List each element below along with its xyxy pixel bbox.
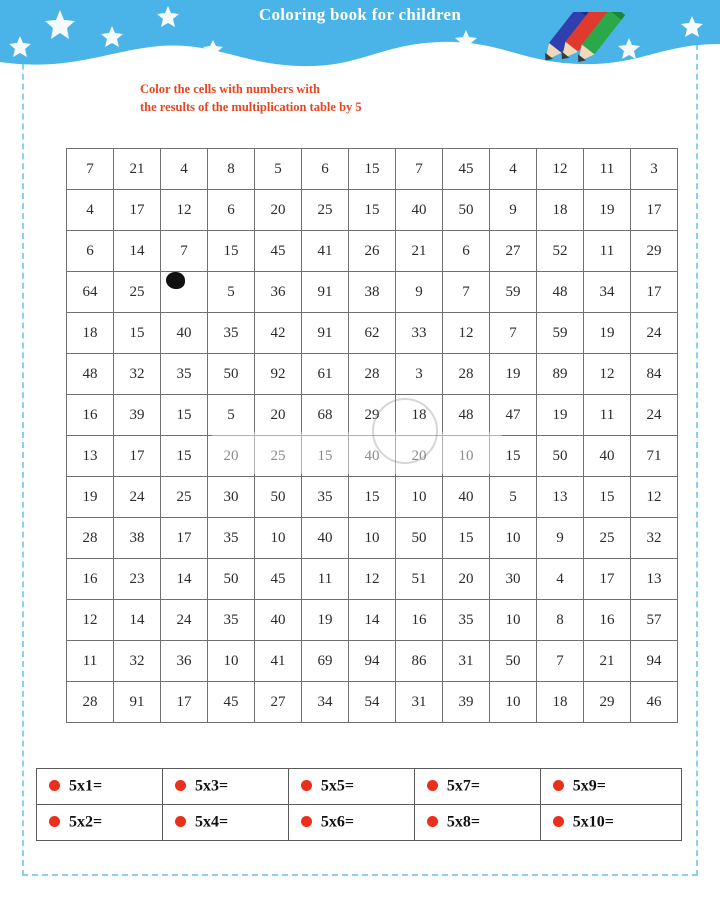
grid-cell[interactable]: 16 (67, 559, 114, 600)
grid-cell[interactable]: 57 (631, 600, 678, 641)
grid-cell[interactable]: 34 (584, 272, 631, 313)
grid-row (67, 436, 678, 477)
grid-row (67, 231, 678, 272)
grid-cell[interactable]: 20 (443, 559, 490, 600)
grid-cell[interactable]: 6 (67, 231, 114, 272)
grid-cell[interactable]: 10 (490, 518, 537, 559)
grid-row (67, 272, 678, 313)
number-grid[interactable] (66, 148, 678, 723)
grid-cell[interactable]: 27 (255, 682, 302, 723)
grid-cell[interactable]: 17 (584, 559, 631, 600)
grid-cell[interactable]: 25 (255, 436, 302, 477)
answer-label: 5x10= (572, 813, 614, 831)
pencils-icon (520, 12, 660, 97)
answer-cell[interactable] (162, 805, 288, 841)
grid-cell[interactable]: 15 (161, 436, 208, 477)
grid-cell[interactable]: 40 (584, 436, 631, 477)
grid-cell[interactable]: 15 (584, 477, 631, 518)
answer-row (37, 805, 682, 841)
grid-cell[interactable]: 28 (67, 518, 114, 559)
grid-row (67, 600, 678, 641)
grid-cell[interactable]: 27 (490, 231, 537, 272)
grid-cell[interactable]: 50 (537, 436, 584, 477)
grid-cell[interactable]: 15 (443, 518, 490, 559)
answer-label: 5x8= (446, 813, 480, 831)
answer-row (37, 769, 682, 805)
grid-cell[interactable]: 35 (302, 477, 349, 518)
grid-cell[interactable]: 35 (443, 600, 490, 641)
grid-cell[interactable]: 50 (208, 559, 255, 600)
grid-cell[interactable]: 59 (490, 272, 537, 313)
grid-row (67, 149, 678, 190)
grid-cell[interactable]: 31 (396, 682, 443, 723)
grid-cell[interactable]: 7 (161, 231, 208, 272)
grid-cell[interactable]: 20 (255, 395, 302, 436)
color-dot-icon (553, 816, 564, 827)
ink-blob (166, 272, 185, 289)
grid-cell[interactable]: 36 (255, 272, 302, 313)
grid-cell[interactable]: 61 (302, 354, 349, 395)
grid-cell[interactable]: 48 (67, 354, 114, 395)
grid-cell[interactable]: 13 (631, 559, 678, 600)
grid-cell[interactable]: 5 (208, 395, 255, 436)
grid-cell[interactable]: 54 (349, 682, 396, 723)
grid-cell[interactable]: 17 (631, 190, 678, 231)
grid-cell[interactable]: 7 (443, 272, 490, 313)
grid-row (67, 477, 678, 518)
grid-cell[interactable]: 15 (349, 149, 396, 190)
grid-cell[interactable]: 39 (443, 682, 490, 723)
grid-cell[interactable]: 18 (537, 682, 584, 723)
grid-cell[interactable]: 32 (114, 641, 161, 682)
answer-cell[interactable] (540, 805, 681, 841)
grid-cell[interactable]: 52 (537, 231, 584, 272)
grid-cell[interactable]: 20 (396, 436, 443, 477)
grid-cell[interactable]: 18 (537, 190, 584, 231)
grid-cell[interactable]: 36 (161, 641, 208, 682)
grid-cell[interactable]: 35 (161, 354, 208, 395)
grid-cell[interactable]: 6 (443, 231, 490, 272)
grid-cell[interactable]: 12 (161, 190, 208, 231)
grid-cell[interactable]: 29 (631, 231, 678, 272)
answer-cell[interactable] (288, 769, 414, 805)
grid-cell[interactable]: 35 (208, 313, 255, 354)
grid-cell[interactable]: 47 (490, 395, 537, 436)
grid-cell[interactable]: 19 (490, 354, 537, 395)
grid-cell[interactable]: 16 (67, 395, 114, 436)
grid-cell[interactable]: 11 (302, 559, 349, 600)
grid-cell[interactable]: 9 (490, 190, 537, 231)
grid-cell[interactable]: 50 (396, 518, 443, 559)
grid-cell[interactable]: 45 (208, 682, 255, 723)
grid-cell[interactable]: 89 (537, 354, 584, 395)
grid-cell[interactable]: 10 (255, 518, 302, 559)
grid-cell[interactable]: 19 (584, 313, 631, 354)
grid-cell[interactable]: 13 (67, 436, 114, 477)
grid-cell[interactable]: 13 (537, 477, 584, 518)
grid-cell[interactable]: 18 (396, 395, 443, 436)
grid-cell[interactable]: 19 (302, 600, 349, 641)
grid-cell[interactable]: 16 (584, 600, 631, 641)
grid-cell[interactable]: 84 (631, 354, 678, 395)
grid-cell[interactable]: 50 (208, 354, 255, 395)
grid-cell[interactable]: 15 (114, 313, 161, 354)
answer-table[interactable] (36, 768, 682, 841)
grid-cell[interactable]: 16 (396, 600, 443, 641)
grid-cell[interactable]: 25 (114, 272, 161, 313)
grid-cell[interactable]: 15 (349, 477, 396, 518)
grid-cell[interactable]: 29 (349, 395, 396, 436)
grid-cell[interactable]: 15 (302, 436, 349, 477)
answer-label: 5x5= (320, 777, 354, 795)
grid-cell[interactable]: 4 (67, 190, 114, 231)
grid-cell[interactable]: 35 (208, 518, 255, 559)
grid-cell[interactable]: 10 (443, 436, 490, 477)
color-dot-icon (175, 780, 186, 791)
grid-cell[interactable]: 40 (443, 477, 490, 518)
grid-row (67, 395, 678, 436)
grid-cell[interactable]: 62 (349, 313, 396, 354)
answer-section (36, 768, 682, 841)
grid-cell[interactable]: 17 (161, 682, 208, 723)
grid-cell[interactable]: 12 (631, 477, 678, 518)
grid-row (67, 313, 678, 354)
grid-cell[interactable]: 39 (114, 395, 161, 436)
grid-cell[interactable]: 31 (443, 641, 490, 682)
answer-label: 5x1= (69, 777, 103, 795)
grid-cell[interactable]: 10 (349, 518, 396, 559)
grid-cell[interactable]: 19 (584, 190, 631, 231)
grid-cell[interactable]: 25 (302, 190, 349, 231)
grid-cell[interactable]: 18 (67, 313, 114, 354)
instructions (140, 80, 560, 116)
grid-cell[interactable]: 40 (349, 436, 396, 477)
color-dot-icon (553, 780, 564, 791)
answer-cell[interactable] (414, 805, 540, 841)
grid-cell[interactable]: 14 (161, 559, 208, 600)
color-dot-icon (175, 816, 186, 827)
grid-cell[interactable]: 94 (349, 641, 396, 682)
answer-cell[interactable] (540, 769, 681, 805)
grid-row (67, 354, 678, 395)
grid-cell[interactable]: 19 (537, 395, 584, 436)
grid-cell[interactable]: 12 (537, 149, 584, 190)
grid-cell[interactable]: 38 (349, 272, 396, 313)
grid-cell[interactable]: 12 (349, 559, 396, 600)
grid-cell[interactable]: 32 (114, 354, 161, 395)
color-dot-icon (49, 816, 60, 827)
grid-row (67, 682, 678, 723)
grid-cell[interactable]: 28 (349, 354, 396, 395)
grid-cell[interactable]: 51 (396, 559, 443, 600)
grid-cell[interactable]: 14 (349, 600, 396, 641)
grid-cell[interactable]: 8 (537, 600, 584, 641)
color-dot-icon (49, 780, 60, 791)
grid-cell[interactable]: 45 (443, 149, 490, 190)
color-dot-icon (301, 816, 312, 827)
grid-cell[interactable]: 21 (114, 149, 161, 190)
grid-cell[interactable]: 25 (584, 518, 631, 559)
grid-cell[interactable]: 14 (114, 600, 161, 641)
grid-cell[interactable]: 12 (67, 600, 114, 641)
grid-cell[interactable]: 10 (396, 477, 443, 518)
grid-cell[interactable]: 28 (67, 682, 114, 723)
grid-cell[interactable]: 5 (255, 149, 302, 190)
grid-cell[interactable]: 40 (396, 190, 443, 231)
grid-cell[interactable]: 17 (161, 518, 208, 559)
grid-cell[interactable]: 24 (631, 395, 678, 436)
grid-cell[interactable]: 68 (302, 395, 349, 436)
grid-cell[interactable]: 7 (67, 149, 114, 190)
grid-cell[interactable]: 30 (490, 559, 537, 600)
instructions-line-1: Color the cells with numbers with (140, 82, 320, 96)
grid-cell[interactable]: 19 (67, 477, 114, 518)
grid-row (67, 641, 678, 682)
grid-cell[interactable]: 69 (302, 641, 349, 682)
grid-cell[interactable]: 34 (302, 682, 349, 723)
grid-cell[interactable]: 94 (631, 641, 678, 682)
answer-cell[interactable] (37, 769, 163, 805)
grid-cell[interactable]: 14 (114, 231, 161, 272)
grid-cell[interactable]: 41 (302, 231, 349, 272)
grid-cell[interactable]: 10 (490, 682, 537, 723)
grid-cell[interactable]: 6 (302, 149, 349, 190)
grid-cell[interactable]: 11 (584, 149, 631, 190)
answer-cell[interactable] (288, 805, 414, 841)
grid-cell[interactable]: 9 (396, 272, 443, 313)
grid-cell[interactable]: 12 (584, 354, 631, 395)
grid-cell[interactable]: 42 (255, 313, 302, 354)
grid-cell[interactable]: 8 (208, 149, 255, 190)
grid-cell[interactable]: 7 (490, 313, 537, 354)
grid-cell[interactable]: 24 (161, 600, 208, 641)
grid-cell[interactable]: 11 (67, 641, 114, 682)
grid-cell[interactable]: 3 (631, 149, 678, 190)
grid-cell[interactable]: 33 (396, 313, 443, 354)
grid-cell[interactable]: 45 (255, 231, 302, 272)
grid-row (67, 518, 678, 559)
grid-cell[interactable]: 26 (349, 231, 396, 272)
answer-label: 5x2= (69, 813, 103, 831)
grid-cell[interactable]: 15 (161, 395, 208, 436)
grid-row (67, 559, 678, 600)
answer-cell[interactable] (162, 769, 288, 805)
grid-cell[interactable]: 38 (114, 518, 161, 559)
grid-cell[interactable]: 92 (255, 354, 302, 395)
grid-cell[interactable]: 50 (255, 477, 302, 518)
grid-cell[interactable]: 9 (537, 518, 584, 559)
grid-cell[interactable]: 91 (302, 272, 349, 313)
grid-cell[interactable]: 15 (208, 231, 255, 272)
instructions-line-2: the results of the multiplication table by 5 (140, 100, 362, 114)
grid-cell[interactable]: 29 (584, 682, 631, 723)
grid-cell[interactable]: 11 (584, 231, 631, 272)
grid-cell[interactable]: 48 (443, 395, 490, 436)
grid-cell[interactable]: 5 (208, 272, 255, 313)
grid-cell[interactable]: 35 (208, 600, 255, 641)
grid-cell[interactable]: 50 (490, 641, 537, 682)
number-grid-table[interactable] (66, 148, 678, 723)
grid-cell[interactable]: 17 (114, 190, 161, 231)
grid-cell[interactable]: 40 (161, 313, 208, 354)
grid-cell[interactable]: 48 (537, 272, 584, 313)
color-dot-icon (427, 816, 438, 827)
answer-label: 5x9= (572, 777, 606, 795)
grid-cell[interactable]: 59 (537, 313, 584, 354)
color-dot-icon (301, 780, 312, 791)
grid-cell[interactable]: 15 (490, 436, 537, 477)
grid-cell[interactable]: 91 (114, 682, 161, 723)
grid-cell[interactable]: 3 (396, 354, 443, 395)
grid-cell[interactable]: 86 (396, 641, 443, 682)
grid-cell[interactable]: 50 (443, 190, 490, 231)
grid-cell[interactable]: 20 (255, 190, 302, 231)
grid-cell[interactable]: 17 (631, 272, 678, 313)
grid-row (67, 190, 678, 231)
page-title: Coloring book for children (258, 5, 462, 24)
grid-cell[interactable]: 24 (114, 477, 161, 518)
grid-cell[interactable]: 25 (161, 477, 208, 518)
grid-cell[interactable]: 41 (255, 641, 302, 682)
grid-cell[interactable]: 4 (537, 559, 584, 600)
grid-cell[interactable]: 6 (208, 190, 255, 231)
grid-cell[interactable]: 17 (114, 436, 161, 477)
answer-label: 5x3= (194, 777, 229, 795)
grid-cell[interactable]: 40 (302, 518, 349, 559)
grid-cell[interactable]: 7 (537, 641, 584, 682)
grid-cell[interactable]: 10 (490, 600, 537, 641)
grid-cell[interactable]: 4 (161, 149, 208, 190)
grid-cell[interactable]: 91 (302, 313, 349, 354)
answer-label: 5x4= (194, 813, 229, 831)
grid-cell[interactable]: 10 (208, 641, 255, 682)
color-dot-icon (427, 780, 438, 791)
answer-label: 5x6= (320, 813, 354, 831)
answer-label: 5x7= (446, 777, 480, 795)
grid-cell[interactable]: 7 (396, 149, 443, 190)
grid-cell[interactable]: 24 (631, 313, 678, 354)
grid-cell[interactable]: 21 (584, 641, 631, 682)
grid-cell[interactable]: 15 (349, 190, 396, 231)
grid-cell[interactable]: 21 (396, 231, 443, 272)
answer-cell[interactable] (37, 805, 163, 841)
grid-cell[interactable]: 46 (631, 682, 678, 723)
grid-cell[interactable]: 64 (67, 272, 114, 313)
grid-cell[interactable]: 23 (114, 559, 161, 600)
grid-cell[interactable]: 28 (443, 354, 490, 395)
grid-cell[interactable]: 5 (490, 477, 537, 518)
grid-cell[interactable]: 45 (255, 559, 302, 600)
grid-cell[interactable]: 40 (255, 600, 302, 641)
answer-cell[interactable] (414, 769, 540, 805)
grid-cell[interactable]: 12 (443, 313, 490, 354)
grid-cell[interactable]: 20 (208, 436, 255, 477)
grid-cell[interactable]: 11 (584, 395, 631, 436)
grid-cell[interactable]: 30 (208, 477, 255, 518)
grid-cell[interactable]: 32 (631, 518, 678, 559)
grid-cell[interactable]: 4 (490, 149, 537, 190)
grid-cell[interactable]: 71 (631, 436, 678, 477)
